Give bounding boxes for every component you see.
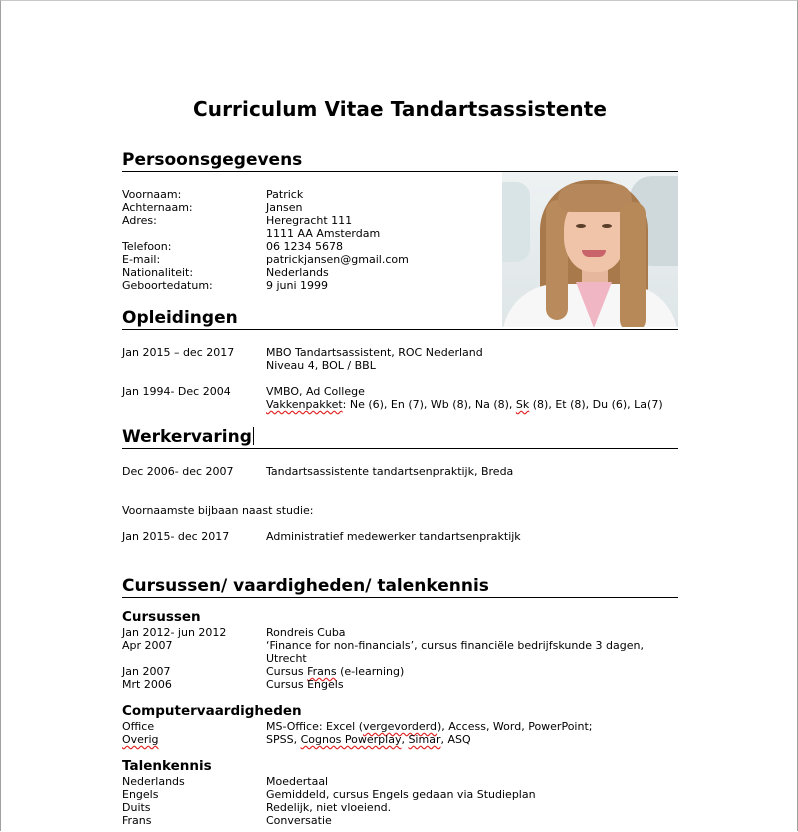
section-heading-work: Werkervaring	[122, 427, 678, 449]
spelling-flag: Frans	[307, 665, 337, 678]
section-heading-personal: Persoonsgegevens	[122, 150, 678, 172]
spelling-flag: Vakkenpakket	[266, 398, 343, 411]
side-job-label: Voornaamste bijbaan naast studie:	[122, 504, 314, 517]
text-cursor	[253, 427, 254, 445]
spelling-flag: Simar	[408, 733, 441, 746]
section-heading-skills: Cursussen/ vaardigheden/ talenkennis	[122, 576, 678, 598]
subheading-languages: Talenkennis	[122, 758, 212, 774]
subheading-computer-skills: Computervaardigheden	[122, 703, 302, 719]
spelling-flag: vergevorderd	[363, 720, 437, 733]
subheading-courses: Cursussen	[122, 609, 201, 625]
document-title: Curriculum Vitae Tandartsassistente	[192, 97, 608, 121]
spelling-flag: Sk	[515, 398, 530, 411]
section-heading-education: Opleidingen	[122, 308, 678, 330]
spelling-flag: Cognos Powerplay	[300, 733, 402, 746]
